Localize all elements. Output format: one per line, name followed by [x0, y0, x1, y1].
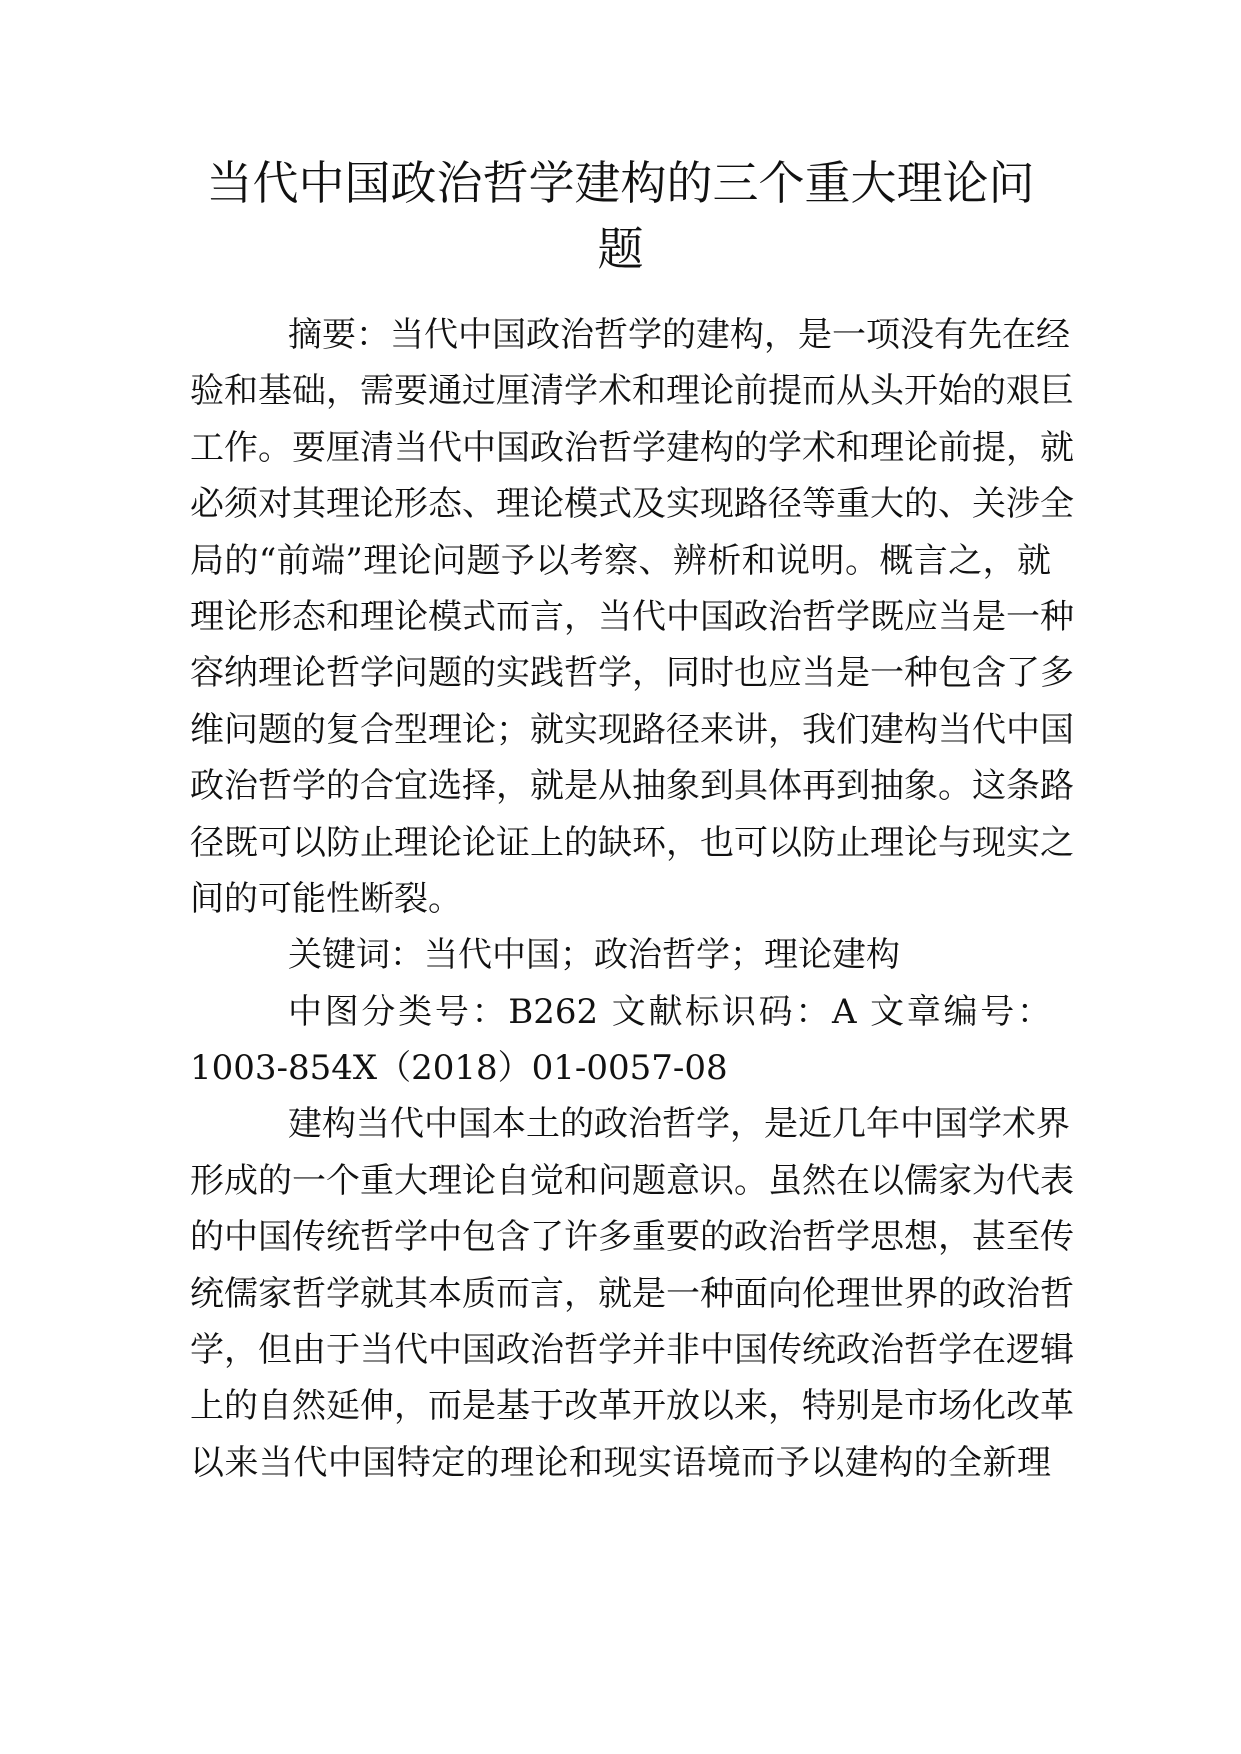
abstract-line: 政治哲学的合宜选择，就是从抽象到具体再到抽象。这条路	[190, 766, 1074, 807]
body-line: 以来当代中国特定的理论和现实语境而予以建构的全新理	[190, 1442, 1051, 1483]
abstract-line: 径既可以防止理论论证上的缺环，也可以防止理论与现实之	[190, 822, 1074, 863]
abstract-line: 局的“前端”理论问题予以考察、辨析和说明。概言之，就	[190, 540, 1051, 581]
abstract-line: 必须对其理论形态、理论模式及实现路径等重大的、关涉全	[190, 484, 1074, 525]
abstract-line: 验和基础，需要通过厘清学术和理论前提而从头开始的艰巨	[190, 371, 1074, 412]
document-title	[190, 150, 1051, 282]
title-line-1: 当代中国政治哲学建构的三个重大理论问	[206, 156, 1035, 210]
abstract-line: 容纳理论哲学问题的实践哲学，同时也应当是一种包含了多	[190, 653, 1074, 694]
body-line: 的中国传统哲学中包含了许多重要的政治哲学思想，甚至传	[190, 1217, 1074, 1258]
body-line: 上的自然延伸，而是基于改革开放以来，特别是市场化改革	[190, 1386, 1074, 1427]
title-line-2: 题	[597, 222, 644, 276]
classification-line: 1003-854X（2018）01-0057-08	[190, 1048, 728, 1089]
body-line: 学，但由于当代中国政治哲学并非中国传统政治哲学在逻辑	[190, 1330, 1074, 1371]
abstract-line: 维问题的复合型理论；就实现路径来讲，我们建构当代中国	[190, 709, 1074, 750]
document-body	[190, 307, 1074, 1491]
abstract-line: 摘要：当代中国政治哲学的建构，是一项没有先在经	[288, 315, 1070, 355]
body-line: 建构当代中国本土的政治哲学，是近几年中国学术界	[288, 1104, 1070, 1145]
abstract-line: 工作。要厘清当代中国政治哲学建构的学术和理论前提，就	[190, 427, 1074, 468]
body-line: 形成的一个重大理论自觉和问题意识。虽然在以儒家为代表	[190, 1160, 1074, 1201]
abstract-line: 理论形态和理论模式而言，当代中国政治哲学既应当是一种	[190, 596, 1074, 637]
body-line: 统儒家哲学就其本质而言，就是一种面向伦理世界的政治哲	[190, 1273, 1074, 1314]
classification-line: 中图分类号：B262 文献标识码：A 文章编号：	[288, 991, 1051, 1032]
keywords-line: 关键词：当代中国；政治哲学；理论建构	[288, 935, 900, 976]
abstract-line: 间的可能性断裂。	[190, 878, 462, 919]
